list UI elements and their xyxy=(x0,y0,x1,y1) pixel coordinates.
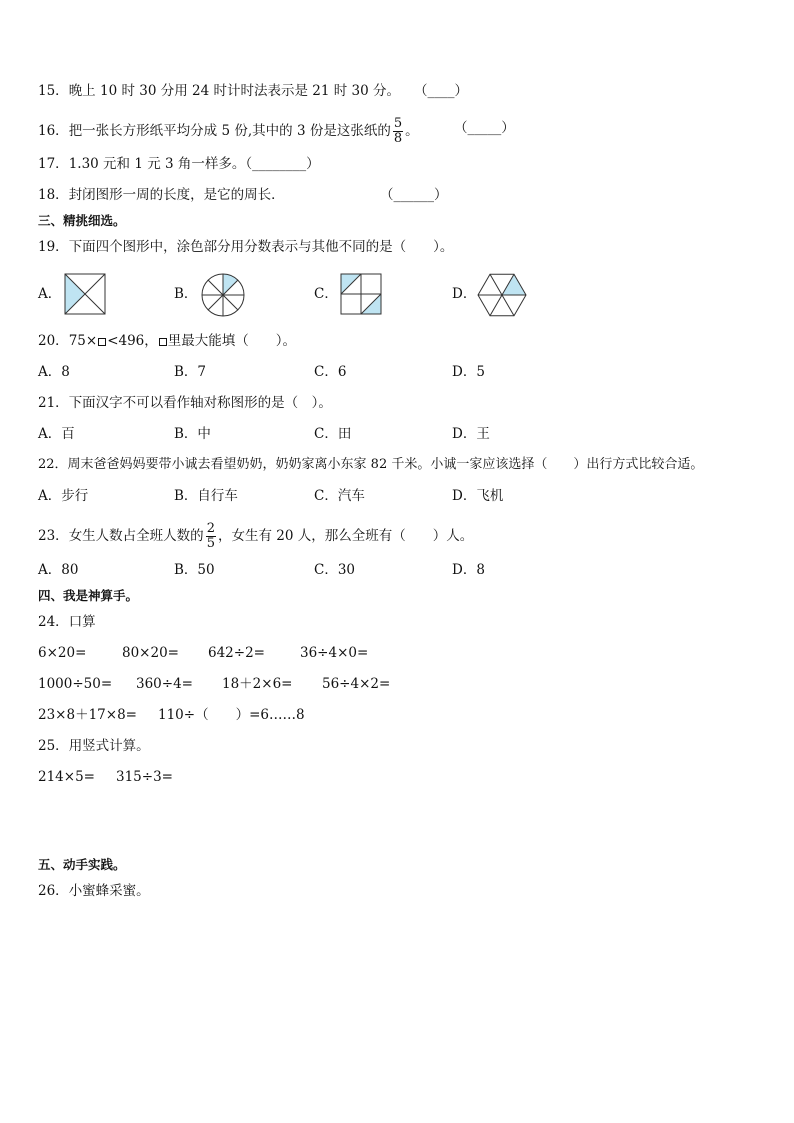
question-text: 周末爸爸妈妈要带小诚去看望奶奶，奶奶家离小东家 82 千米。小诚一家应该选择（ ）出行方式比较合适。 xyxy=(67,457,704,472)
question-text: 75× xyxy=(68,333,98,349)
option-a[interactable]: A．步行 xyxy=(38,488,89,504)
option-b[interactable]: B． xyxy=(174,286,198,302)
question-number: 17． xyxy=(38,156,69,172)
option-a[interactable]: A．80 xyxy=(38,562,79,578)
box-placeholder-icon xyxy=(98,338,106,346)
question-tail: 。 xyxy=(405,123,419,139)
option-a[interactable]: A．8 xyxy=(38,364,70,380)
calc-item: 6×20= xyxy=(38,645,87,661)
question-26 xyxy=(38,882,150,900)
hexagon-figure xyxy=(476,272,528,318)
question-16 xyxy=(38,117,419,146)
question-text: <496， xyxy=(107,333,158,349)
calc-item: 110÷（ ）=6……8 xyxy=(158,707,305,723)
shaded-region xyxy=(65,274,85,314)
question-23 xyxy=(38,522,473,551)
question-text: 里最大能填（ ）。 xyxy=(167,333,297,349)
question-number: 23． xyxy=(38,528,69,544)
question-number: 19． xyxy=(38,239,69,255)
option-c[interactable]: C． xyxy=(314,286,338,302)
option-d[interactable]: D．8 xyxy=(452,562,485,578)
option-d[interactable]: D．王 xyxy=(452,426,490,442)
calc-item: 315÷3= xyxy=(116,769,173,785)
calc-item: 23×8＋17×8= xyxy=(38,707,137,723)
calc-item: 56÷4×2= xyxy=(322,676,391,692)
question-number: 24． xyxy=(38,614,69,630)
question-text: 小蜜蜂采蜜。 xyxy=(68,883,150,899)
question-text: 下面四个图形中，涂色部分用分数表示与其他不同的是（ ）。 xyxy=(68,239,454,255)
question-text: 封闭图形一周的长度，是它的周长． xyxy=(68,187,285,203)
answer-blank[interactable]: （______） xyxy=(380,187,448,203)
grid-figure xyxy=(340,273,382,315)
section-heading-3: 三、精挑细选。 xyxy=(38,213,126,228)
question-24 xyxy=(38,613,96,631)
question-17 xyxy=(38,155,320,173)
question-text: ，女生有 20 人，那么全班有（ ）人。 xyxy=(217,528,474,544)
question-number: 21． xyxy=(38,395,69,411)
fraction-numerator: 2 xyxy=(206,521,215,536)
option-d[interactable]: D．飞机 xyxy=(452,488,504,504)
option-c[interactable]: C．30 xyxy=(314,562,356,578)
section-heading-4: 四、我是神算手。 xyxy=(38,588,139,603)
option-c[interactable]: C．6 xyxy=(314,364,347,380)
fraction-numerator: 5 xyxy=(393,116,403,131)
option-b[interactable]: B．50 xyxy=(174,562,215,578)
section-heading-5: 五、动手实践。 xyxy=(38,857,126,872)
question-22 xyxy=(38,456,703,474)
option-c[interactable]: C．汽车 xyxy=(314,488,365,504)
calc-item: 360÷4= xyxy=(136,676,193,692)
question-text: 晚上 10 时 30 分用 24 时计时法表示是 21 时 30 分。 xyxy=(68,83,400,99)
question-number: 22． xyxy=(38,457,68,472)
question-number: 25． xyxy=(38,738,69,754)
shaded-region xyxy=(223,274,238,295)
option-d[interactable]: D．5 xyxy=(452,364,485,380)
option-a[interactable]: A． xyxy=(38,286,62,302)
answer-blank[interactable]: （____） xyxy=(414,83,468,99)
answer-blank[interactable]: （_____） xyxy=(454,120,515,136)
question-text: 把一张长方形纸平均分成 5 份,其中的 3 份是这张纸的 xyxy=(68,123,391,139)
fraction xyxy=(393,117,403,146)
calc-item: 36÷4×0= xyxy=(300,645,369,661)
question-text: 下面汉字不可以看作轴对称图形的是（ ）。 xyxy=(68,395,332,411)
question-number: 18． xyxy=(38,187,69,203)
square-figure xyxy=(64,273,106,315)
question-18 xyxy=(38,186,285,204)
question-15 xyxy=(38,82,400,100)
shaded-region xyxy=(502,274,526,295)
option-c[interactable]: C．田 xyxy=(314,426,352,442)
question-text: 口算 xyxy=(68,614,96,630)
question-25 xyxy=(38,737,150,755)
calc-item: 214×5= xyxy=(38,769,95,785)
question-20 xyxy=(38,332,296,350)
calc-item: 18＋2×6= xyxy=(222,676,293,692)
question-21 xyxy=(38,394,332,412)
fraction xyxy=(206,522,216,551)
question-number: 26． xyxy=(38,883,69,899)
question-19 xyxy=(38,238,453,256)
question-number: 20． xyxy=(38,333,69,349)
option-b[interactable]: B．自行车 xyxy=(174,488,238,504)
option-b[interactable]: B．7 xyxy=(174,364,207,380)
calc-item: 80×20= xyxy=(122,645,179,661)
option-a[interactable]: A．百 xyxy=(38,426,75,442)
question-number: 15． xyxy=(38,83,69,99)
option-b[interactable]: B．中 xyxy=(174,426,211,442)
question-text: 女生人数占全班人数的 xyxy=(68,528,204,544)
circle-figure xyxy=(200,272,246,318)
fraction-denominator: 8 xyxy=(393,131,403,146)
question-number: 16． xyxy=(38,123,69,139)
fraction-denominator: 5 xyxy=(206,536,215,551)
option-d[interactable]: D． xyxy=(452,286,477,302)
question-text: 用竖式计算。 xyxy=(68,738,150,754)
question-text: 1.30 元和 1 元 3 角一样多。（________） xyxy=(68,156,320,172)
calc-item: 1000÷50= xyxy=(38,676,113,692)
calc-item: 642÷2= xyxy=(208,645,265,661)
box-placeholder-icon xyxy=(159,338,167,346)
